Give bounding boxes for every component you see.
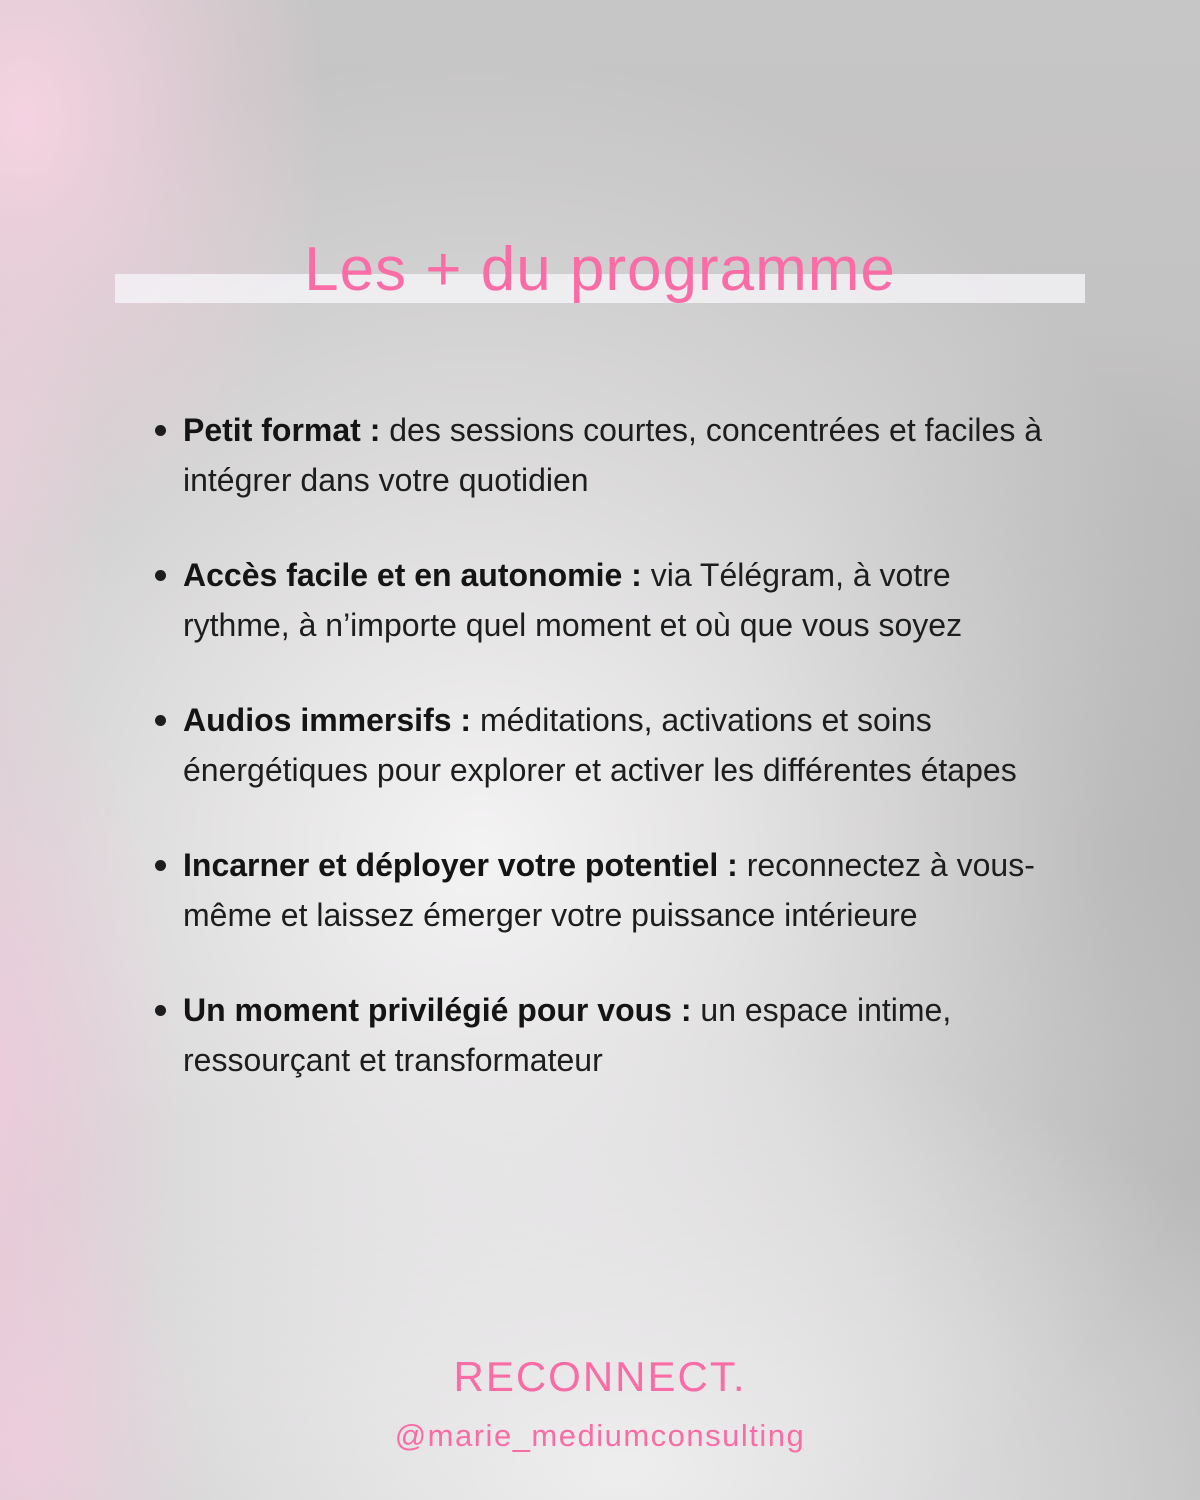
benefit-text (183, 840, 1063, 940)
page-title: Les + du programme (304, 235, 896, 304)
benefit-rest: un espace intime, ressourçant et transformateur (183, 992, 952, 1078)
benefit-lead: Audios immersifs : (183, 702, 472, 738)
benefit-rest: reconnectez à vous-même et laissez émerger votre puissance intérieure (183, 847, 1035, 933)
benefits-list (155, 405, 1085, 1130)
benefit-rest: via Télégram, à votre rythme, à n’importe quel moment et où que vous soyez (183, 557, 963, 643)
instagram-handle: @marie_mediumconsulting (394, 1418, 806, 1453)
benefit-lead: Petit format : (183, 412, 381, 448)
list-item (155, 405, 1085, 505)
benefit-text (183, 550, 1063, 650)
bullet-dot-icon (155, 1005, 166, 1016)
list-item (155, 985, 1085, 1085)
benefit-text (183, 985, 1063, 1085)
benefit-lead: Un moment privilégié pour vous : (183, 992, 692, 1028)
benefit-rest: des sessions courtes, concentrées et faciles à intégrer dans votre quotidien (183, 412, 1043, 498)
benefit-text (183, 695, 1063, 795)
brand-name: RECONNECT. (453, 1353, 747, 1400)
benefit-lead: Incarner et déployer votre potentiel : (183, 847, 738, 883)
bullet-dot-icon (155, 570, 166, 581)
benefit-lead: Accès facile et en autonomie : (183, 557, 642, 593)
bullet-dot-icon (155, 425, 166, 436)
bullet-dot-icon (155, 860, 166, 871)
benefit-rest: méditations, activations et soins énergétiques pour explorer et activer les différentes étapes (183, 702, 1017, 788)
benefit-text (183, 405, 1063, 505)
list-item (155, 550, 1085, 650)
bullet-dot-icon (155, 715, 166, 726)
list-item (155, 695, 1085, 795)
list-item (155, 840, 1085, 940)
